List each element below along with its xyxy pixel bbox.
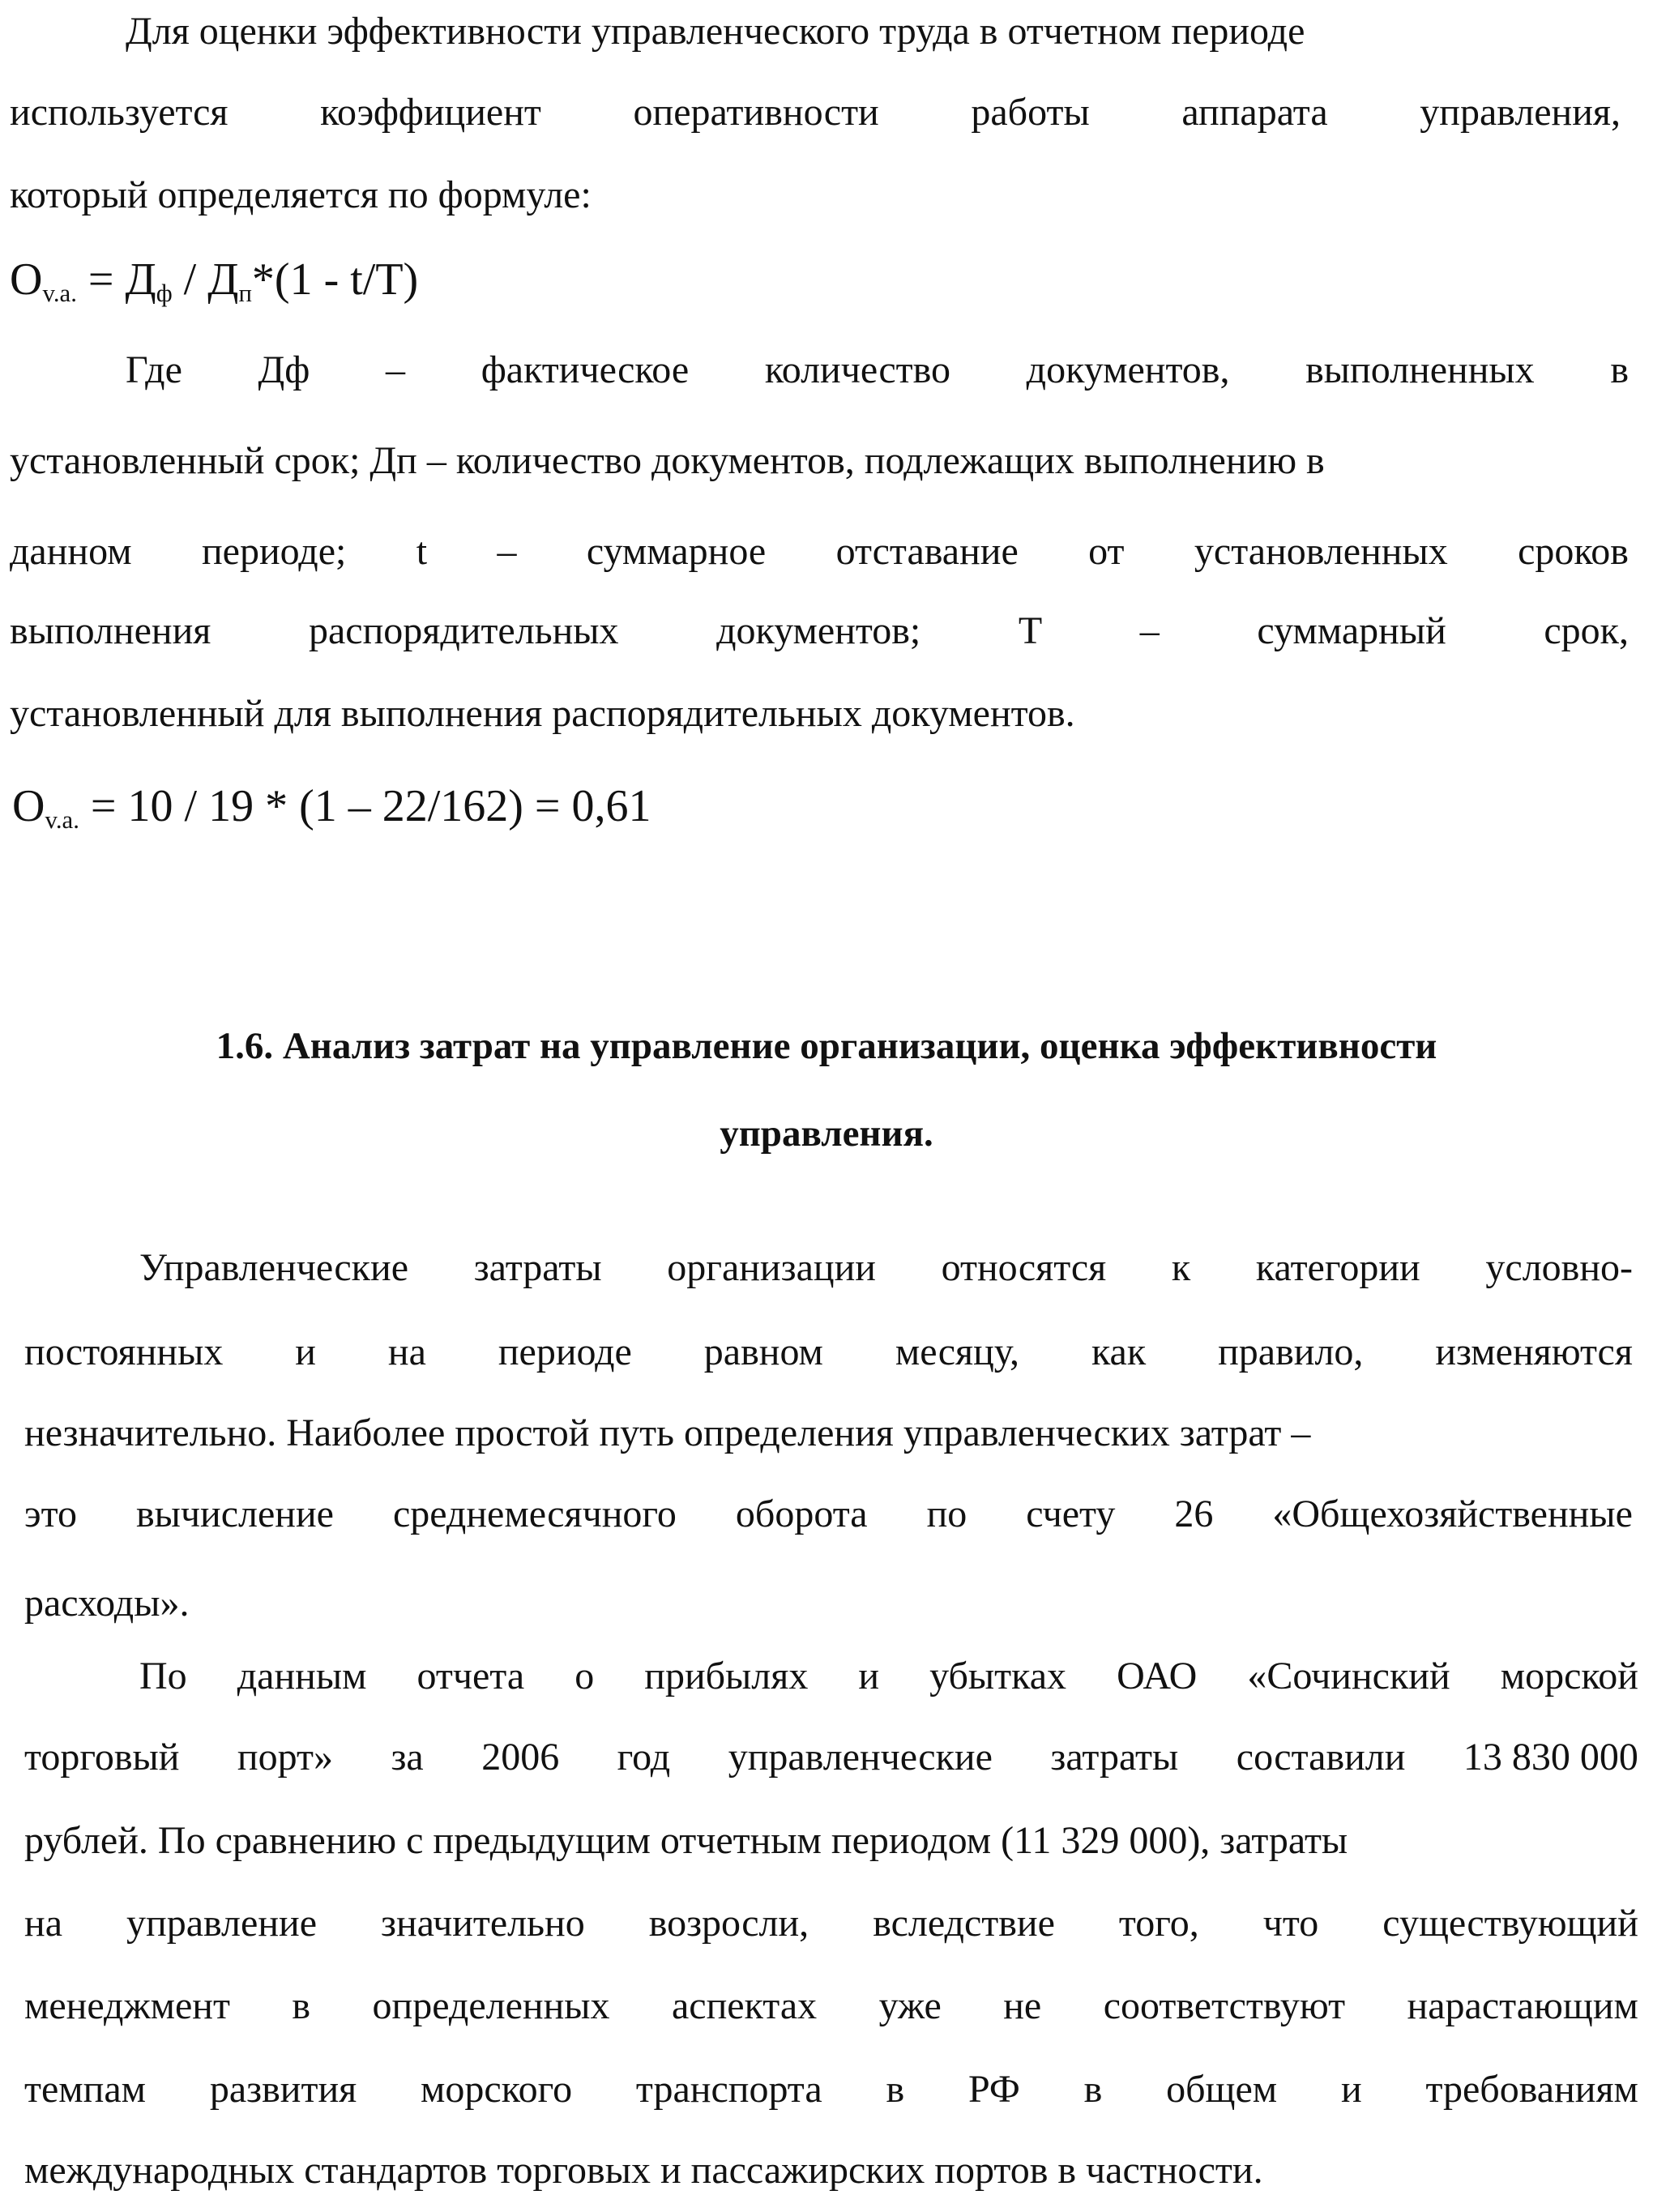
word: «Сочинский	[1247, 1655, 1450, 1697]
word: в	[886, 2068, 905, 2111]
word: темпам	[24, 2068, 147, 2111]
word: документов,	[1026, 348, 1230, 391]
calculation	[12, 779, 1552, 833]
calc-expression: = 10 / 19 * (1 – 22/162) = 0,61	[79, 781, 651, 831]
word: По	[139, 1655, 187, 1697]
word: суммарное	[586, 530, 767, 573]
calc-symbol: О	[12, 781, 45, 831]
word: периоде;	[201, 530, 347, 573]
word: срок,	[1544, 609, 1629, 652]
def-line-1	[126, 347, 1629, 394]
word: вычисление	[135, 1492, 334, 1535]
calc-subscript: v.a.	[45, 806, 79, 835]
word: морского	[421, 2068, 573, 2111]
word: правило,	[1218, 1330, 1364, 1373]
p2-line-2	[24, 1329, 1633, 1376]
word: и	[295, 1330, 316, 1373]
word: отставание	[835, 530, 1019, 573]
word: и	[858, 1655, 880, 1697]
word: равном	[703, 1330, 823, 1373]
word: соответствуют	[1103, 1984, 1346, 2027]
word: порт»	[237, 1736, 333, 1779]
word: –	[497, 530, 517, 573]
word: управленческие	[728, 1736, 993, 1779]
formula	[10, 253, 1549, 306]
word: в	[292, 1984, 311, 2027]
word: относятся	[941, 1246, 1107, 1289]
word: сроков	[1518, 530, 1629, 573]
p3-line-7: международных стандартов торговых и пассажирских портов в частности.	[24, 2149, 1263, 2192]
p1-line-3: который определяется по формуле:	[10, 173, 592, 216]
section-title-line-2: управления.	[720, 1112, 933, 1155]
word: убытках	[929, 1655, 1067, 1697]
p3-line-1	[139, 1653, 1638, 1700]
formula-eq: = Д	[76, 254, 156, 305]
word: к	[1171, 1246, 1191, 1289]
word: в	[1083, 2068, 1103, 2111]
word: фактическое	[481, 348, 690, 391]
word: того,	[1118, 1902, 1199, 1945]
word: определенных	[372, 1984, 610, 2027]
word: 2006	[481, 1736, 560, 1779]
word: прибылях	[644, 1655, 809, 1697]
word: на	[24, 1902, 62, 1945]
word: затраты	[473, 1246, 602, 1289]
formula-tail: *(1 - t/T)	[251, 254, 419, 305]
word: организации	[667, 1246, 876, 1289]
word: о	[574, 1655, 595, 1697]
word: это	[24, 1492, 77, 1535]
def-line-4	[10, 608, 1629, 655]
word: значительно	[381, 1902, 585, 1945]
formula-slash: / Д	[172, 254, 239, 305]
word: нарастающим	[1407, 1984, 1638, 2027]
word: что	[1262, 1902, 1319, 1945]
p2-line-1	[139, 1245, 1633, 1292]
p3-line-6	[24, 2066, 1638, 2113]
word: Управленческие	[139, 1246, 408, 1289]
word: периоде	[498, 1330, 632, 1373]
word: Дф	[258, 348, 310, 391]
word: 13 830 000	[1463, 1736, 1638, 1779]
word: ОАО	[1117, 1655, 1198, 1697]
word: количество	[764, 348, 950, 391]
formula-subscript: v.a.	[42, 280, 77, 308]
word: развития	[209, 2068, 357, 2111]
word: суммарный	[1257, 609, 1446, 652]
word: требованиям	[1425, 2068, 1638, 2111]
word: постоянных	[24, 1330, 224, 1373]
word: морской	[1500, 1655, 1638, 1697]
def-line-5: установленный для выполнения распорядительных документов.	[10, 692, 1075, 735]
word: от	[1088, 530, 1125, 573]
word: транспорта	[635, 2068, 822, 2111]
word: «Общехозяйственные	[1272, 1492, 1633, 1535]
word: –	[1139, 609, 1160, 652]
word: возросли,	[648, 1902, 809, 1945]
word: t	[416, 530, 428, 573]
word: существующий	[1382, 1902, 1638, 1945]
word: год	[617, 1736, 671, 1779]
word: данным	[237, 1655, 367, 1697]
word: на	[387, 1330, 426, 1373]
formula-symbol: О	[10, 254, 43, 305]
word: управления,	[1420, 91, 1621, 134]
word: управление	[126, 1902, 317, 1945]
section-title-line-1: 1.6. Анализ затрат на управление организации, оценка эффективности	[216, 1025, 1437, 1067]
word: в	[1610, 348, 1629, 391]
word: затраты	[1050, 1736, 1179, 1779]
word: T	[1018, 609, 1043, 652]
word: документов;	[716, 609, 921, 652]
def-line-3	[10, 528, 1629, 575]
word: коэффициент	[320, 91, 541, 134]
word: работы	[971, 91, 1090, 134]
word: месяцу,	[895, 1330, 1019, 1373]
word: вследствие	[873, 1902, 1055, 1945]
word: используется	[10, 91, 229, 134]
p1-line-2	[10, 89, 1621, 136]
word: выполненных	[1305, 348, 1535, 391]
word: распорядительных	[308, 609, 619, 652]
formula-sub-f: ф	[156, 280, 173, 308]
word: аспектах	[671, 1984, 818, 2027]
word: как	[1091, 1330, 1147, 1373]
word: аппарата	[1181, 91, 1328, 134]
word: общем	[1166, 2068, 1278, 2111]
def-line-2: установленный срок; Дп – количество документов, подлежащих выполнению в	[10, 439, 1325, 482]
word: не	[1003, 1984, 1042, 2027]
word: условно-	[1485, 1246, 1633, 1289]
p3-line-3: рублей. По сравнению с предыдущим отчетным периодом (11 329 000), затраты	[24, 1819, 1348, 1862]
p2-line-3: незначительно. Наиболее простой путь определения управленческих затрат –	[24, 1411, 1311, 1454]
word: отчета	[416, 1655, 525, 1697]
word: и	[1340, 2068, 1362, 2111]
word: установленных	[1194, 530, 1448, 573]
p3-line-5	[24, 1983, 1638, 2030]
p2-line-4	[24, 1491, 1633, 1538]
word: за	[391, 1736, 424, 1779]
word: по	[926, 1492, 967, 1535]
word: категории	[1255, 1246, 1420, 1289]
word: уже	[878, 1984, 942, 2027]
word: торговый	[24, 1736, 180, 1779]
word: данном	[10, 530, 132, 573]
word: оперативности	[633, 91, 879, 134]
p2-line-5: расходы».	[24, 1582, 190, 1625]
word: среднемесячного	[392, 1492, 677, 1535]
p3-line-4	[24, 1900, 1638, 1947]
word: РФ	[967, 2068, 1020, 2111]
word: выполнения	[10, 609, 211, 652]
word: 26	[1174, 1492, 1214, 1535]
formula-sub-p: п	[238, 280, 252, 308]
word: –	[386, 348, 406, 391]
p3-line-2	[24, 1734, 1638, 1781]
word: Где	[126, 348, 182, 391]
word: составили	[1236, 1736, 1406, 1779]
word: счету	[1026, 1492, 1116, 1535]
word: изменяются	[1435, 1330, 1633, 1373]
p1-line-1: Для оценки эффективности управленческого труда в отчетном периоде	[126, 10, 1305, 53]
word: менеджмент	[24, 1984, 230, 2027]
word: оборота	[735, 1492, 868, 1535]
